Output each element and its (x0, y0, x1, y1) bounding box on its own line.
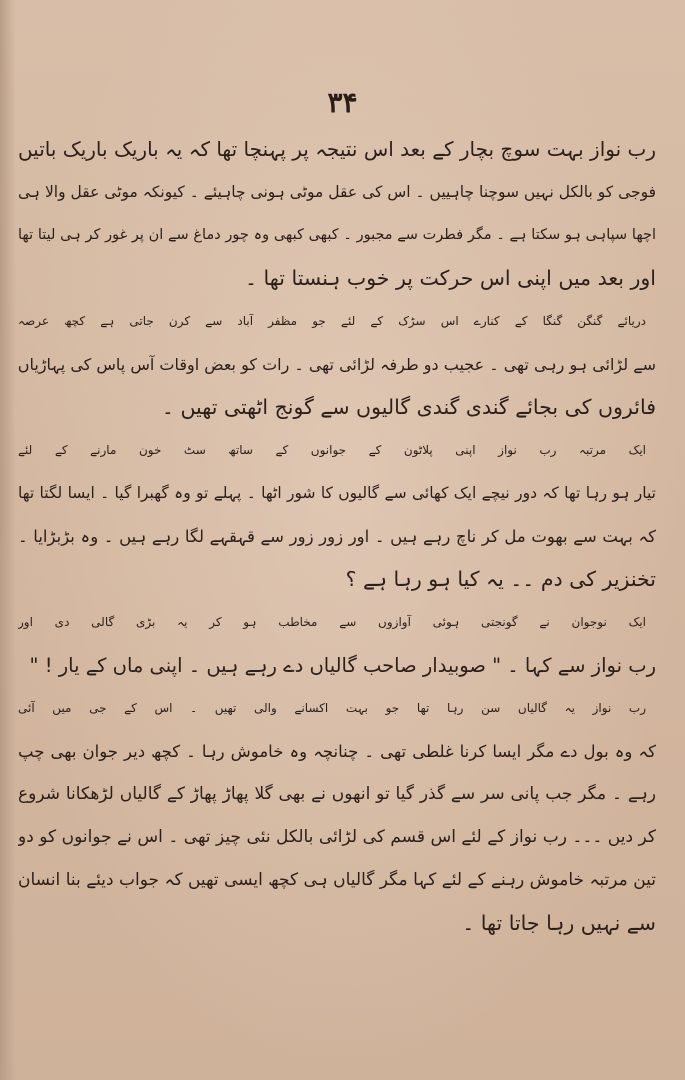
text-line: فائروں کی بجائے گندی گندی گالیوں سے گونج اٹھتی تھیں ۔ (161, 395, 656, 419)
text-line: ایک نوجوان نے گونجتی ہوئی آوازوں سے مخاطب ہو کر یہ بڑی گالی دی اور (18, 615, 646, 629)
text-line: رب نواز بہت سوچ بچار کے بعد اس نتیجہ پر پہنچا تھا کہ یہ باریک باریک باتیں (18, 137, 656, 161)
paragraph (18, 429, 656, 601)
page-binding-edge (0, 0, 16, 1080)
text-line: سے لڑائی ہو رہی تھی ۔ عجیب دو طرفہ لڑائی تھی ۔ رات کو بعض اوقات آس پاس کی پہاڑیاں (18, 355, 656, 374)
text-line: تیار ہو رہا تھا کہ دور نیچے ایک کھائی سے گالیوں کا شور اٹھا ۔ پہلے تو وہ گھبرا گیا ۔ ایسا لگتا تھا (18, 484, 656, 502)
text-line: اچھا سپاہی ہو سکتا ہے ۔ مگر فطرت سے مجبور ۔ کبھی کبھی وہ چور دماغ سے ان پر غور کر ہی لیتا تھا (18, 227, 656, 243)
text-line: کہ بہت سے بھوت مل کر ناچ رہے ہیں ۔ اور زور زور سے قہقہے لگا رہے ہیں ۔ وہ بڑبڑایا ۔ (18, 527, 656, 546)
text-line: رہے ۔ مگر جب پانی سر سے گذر گیا تو انھوں نے بھی گلا پھاڑ پھاڑ کے گالیاں لڑھکانا شروع (18, 784, 656, 804)
text-line: تین مرتبہ خاموش رہنے کے لئے کہا مگر گالیاں ہی کچھ ایسی تھیں کہ جواب دیئے بنا انسان (18, 870, 656, 890)
text-line: رب نواز یہ گالیاں سن رہا تھا جو بہت اکسانے والی تھیں ۔ اس کے جی میں آئی (18, 701, 646, 715)
paragraph (18, 128, 656, 300)
text-line: کہ وہ بول دے مگر ایسا کرنا غلطی تھی ۔ چنانچہ وہ خاموش رہا ۔ کچھ دیر جوان بھی چپ (18, 742, 656, 761)
text-line: کر دیں ۔۔۔ رب نواز کے لئے اس قسم کی لڑائی بالکل نئی چیز تھی ۔ اس نے جوانوں کو دو (18, 827, 656, 847)
text-line: فوجی کو بالکل نہیں سوچنا چاہییں ۔ اس کی عقل موٹی ہونی چاہیئے ۔ کیونکہ موٹی عقل والا ہی (18, 183, 656, 201)
page-body-text (18, 128, 656, 945)
paragraph (18, 300, 656, 429)
text-line: دریائے گنگن گنگا کے کنارے اس سڑک کے لئے جو مظفر آباد سے کرن جاتی ہے کچھ عرصہ (18, 314, 646, 328)
text-line: ایک مرتبہ رب نواز اپنی پلاٹون کے جوانوں کے ساتھ سٹ خون مارنے کے لئے (18, 443, 646, 457)
text-line: تخنزیر کی دم ۔۔ یہ کیا ہو رہا ہے ؟ (345, 567, 656, 591)
text-line: اور بعد میں اپنی اس حرکت پر خوب ہنستا تھا ۔ (245, 266, 656, 290)
paragraph (18, 601, 656, 687)
paragraph (18, 687, 656, 945)
page-number: ۳۴ (327, 86, 358, 119)
text-line: رب نواز سے کہا ۔ " صوبیدار صاحب گالیاں دے رہے ہیں ۔ اپنی ماں کے یار ! " (29, 654, 656, 677)
text-line: سے نہیں رہا جاتا تھا ۔ (462, 911, 656, 935)
